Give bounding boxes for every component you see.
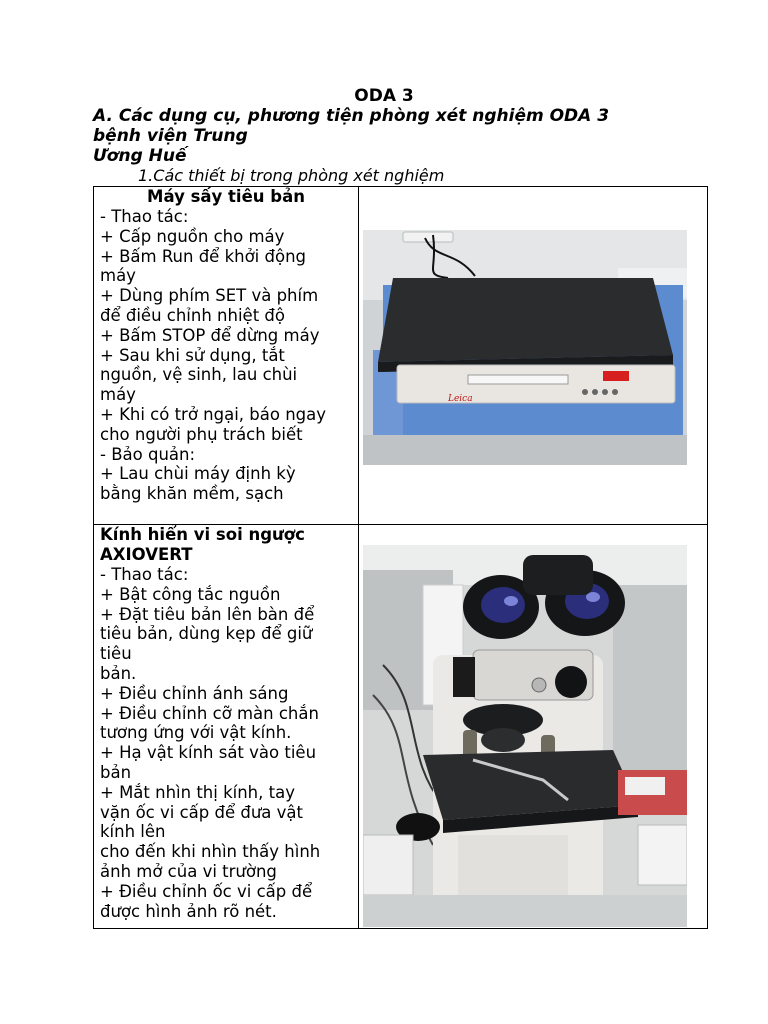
equipment-row-slide-dryer [94,187,708,525]
equipment-photo-cell [359,187,708,525]
instruction-line: + Lau chùi máy định kỳ [100,464,296,484]
equipment-title [94,525,358,565]
instruction-line: tiêu [100,644,132,664]
equipment-title-line: Kính hiển vi soi ngược [100,525,305,544]
instruction-line: máy [100,266,136,286]
instruction-line: được hình ảnh rõ nét. [100,901,277,921]
instruction-line: bản. [100,663,137,683]
instruction-line: cho đến khi nhìn thấy hình [100,842,321,862]
slide-dryer-photo [363,230,687,465]
section-a-heading [93,106,653,166]
instruction-line: + Hạ vật kính sát vào tiêu [100,743,317,763]
equipment-photo-cell [359,525,708,929]
instruction-line: tiêu bản, dùng kẹp để giữ [100,624,313,644]
instruction-line: + Điều chỉnh cỡ màn chắn [100,703,319,723]
instruction-line: + Khi có trở ngại, báo ngay [100,404,327,424]
instruction-line: + Bấm Run để khởi động [100,246,307,266]
instruction-line: tương ứng với vật kính. [100,723,292,743]
instruction-line: + Cấp nguồn cho máy [100,226,285,246]
instruction-line: để điều chỉnh nhiệt độ [100,305,285,325]
equipment-text-cell [94,525,359,929]
microscope-photo [363,545,687,927]
instruction-line: + Mắt nhìn thị kính, tay [100,782,295,802]
instruction-line: + Sau khi sử dụng, tắt [100,345,285,365]
instruction-line: kính lên [100,822,166,842]
instruction-list [94,565,358,921]
section-a-heading-line: Ương Huế [93,146,187,166]
instruction-line: - Thao tác: [100,565,189,584]
equipment-text-cell [94,187,359,525]
instruction-line: - Thao tác: [100,207,189,226]
instruction-line: máy [100,385,136,405]
document-title: ODA 3 [354,86,414,106]
instruction-list [94,207,358,504]
instruction-line: + Bật công tắc nguồn [100,584,281,604]
equipment-row-microscope [94,525,708,929]
instruction-line: ảnh mở của vi trường [100,861,277,881]
instruction-line: - Bảo quản: [100,444,196,464]
instruction-line: nguồn, vệ sinh, lau chùi [100,365,298,385]
instruction-line: bản [100,762,132,782]
instruction-line: + Điều chỉnh ốc vi cấp để [100,881,313,901]
instruction-line: + Bấm STOP để dừng máy [100,325,320,345]
equipment-title-line: AXIOVERT [100,545,193,564]
section-a-heading-line: bệnh viện Trung [93,126,248,146]
equipment-table [93,186,708,929]
instruction-line: + Dùng phím SET và phím [100,286,319,306]
instruction-line: cho người phụ trách biết [100,424,303,444]
subsection-heading: 1.Các thiết bị trong phòng xét nghiệm [138,166,445,185]
instruction-line: vặn ốc vi cấp để đưa vật [100,802,303,822]
leica-logo: Leica [448,394,473,404]
section-a-heading-line: A. Các dụng cụ, phương tiện phòng xét nghiệm ODA 3 [93,106,610,126]
instruction-line: + Điều chỉnh ánh sáng [100,683,289,703]
instruction-line: + Đặt tiêu bản lên bàn để [100,604,315,624]
equipment-title: Máy sấy tiêu bản [147,187,305,206]
instruction-line: bằng khăn mềm, sạch [100,484,284,504]
